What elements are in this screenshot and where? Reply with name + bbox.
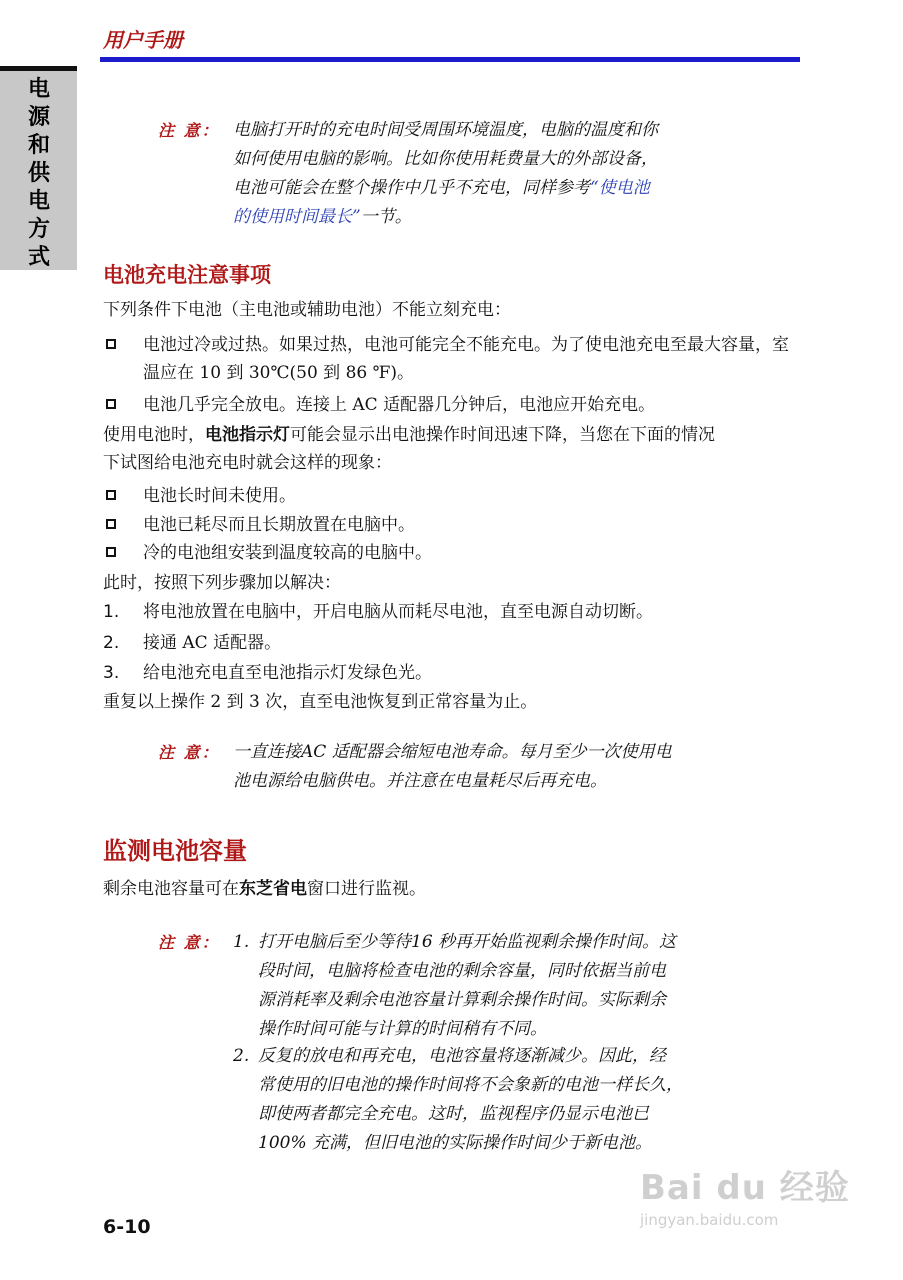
step-number: 1.	[103, 602, 120, 622]
list-item-text: 电池已耗尽而且长期放置在电脑中。	[143, 515, 415, 535]
paragraph-continued: 下试图给电池充电时就会这样的现象：	[103, 453, 392, 473]
note-line: 电池可能会在整个操作中几乎不充电，同样参考“使电池	[233, 178, 650, 198]
note-item-text: 反复的放电和再充电，电池容量将逐渐减少。因此，经 常使用的旧电池的操作时间将不会象新的电池一样长久， 即使两者都完全充电。这时，监视程序仍显示电池已 100% 充满，但旧电池的实际操作时间少于新电池。	[258, 1046, 683, 1153]
note-charging-time	[158, 116, 758, 236]
step-text: 接通 AC 适配器。	[143, 633, 282, 653]
note-line: 如何使用电脑的影响。比如你使用耗费量大的外部设备，	[233, 149, 658, 169]
page-number: 6-10	[103, 1216, 151, 1238]
note-item-number: 1.	[233, 932, 250, 952]
section-intro: 剩余电池容量可在东芝省电窗口进行监视。	[103, 879, 426, 899]
section-intro: 下列条件下电池（主电池或辅助电池）不能立刻充电：	[103, 300, 511, 320]
checkbox-bullet-icon	[106, 399, 116, 409]
term-battery-indicator: 电池指示灯	[205, 425, 290, 445]
step-text: 将电池放置在电脑中，开启电脑从而耗尽电池，直至电源自动切断。	[143, 602, 653, 622]
checkbox-bullet-icon	[106, 490, 116, 500]
term-toshiba-power-saver: 东芝省电	[239, 879, 307, 899]
note-line: 一直连接AC 适配器会缩短电池寿命。每月至少一次使用电	[233, 742, 672, 762]
note-label: 注 意：	[158, 121, 220, 140]
section-title-monitoring: 监测电池容量	[103, 837, 247, 865]
watermark-url: jingyan.baidu.com	[640, 1211, 779, 1229]
note-label: 注 意：	[158, 743, 220, 762]
checkbox-bullet-icon	[106, 547, 116, 557]
cross-reference-link[interactable]: “使电池	[590, 178, 650, 198]
paragraph: 使用电池时，电池指示灯可能会显示出电池操作时间迅速下降，当您在下面的情况	[103, 425, 715, 445]
note-line: 电脑打开时的充电时间受周围环境温度，电脑的温度和你	[233, 120, 658, 140]
note-label: 注 意：	[158, 933, 220, 952]
list-item	[103, 391, 803, 419]
note-sublist-item	[233, 928, 753, 1044]
note-line: 池电源给电脑供电。并注意在电量耗尽后再充电。	[233, 771, 607, 791]
header-title: 用户手册	[103, 28, 183, 52]
note-body	[233, 116, 733, 232]
chapter-side-tab-label: 电源和供电方式	[27, 77, 50, 270]
paragraph: 重复以上操作 2 到 3 次，直至电池恢复到正常容量为止。	[103, 692, 538, 712]
note-ac-adapter	[158, 738, 758, 798]
watermark-logo-text: Bai du 经验	[640, 1168, 850, 1208]
list-item-text: 电池几乎完全放电。连接上 AC 适配器几分钟后，电池应开始充电。	[143, 395, 656, 415]
step-number: 2.	[103, 633, 120, 653]
checkbox-bullet-icon	[106, 339, 116, 349]
section-title-charging: 电池充电注意事项	[103, 263, 271, 287]
note-line: 的使用时间最长”一节。	[233, 207, 412, 227]
list-item-text: 冷的电池组安装到温度较高的电脑中。	[143, 543, 432, 563]
step-number: 3.	[103, 663, 120, 683]
steps-intro: 此时，按照下列步骤加以解决：	[103, 573, 341, 593]
baidu-watermark	[640, 1160, 850, 1229]
note-monitoring	[158, 928, 778, 1168]
note-sublist-item	[233, 1042, 753, 1158]
cross-reference-link[interactable]: 的使用时间最长”	[233, 207, 361, 227]
checkbox-bullet-icon	[106, 519, 116, 529]
list-item	[103, 539, 803, 567]
list-item	[103, 511, 803, 539]
list-item-text: 电池过冷或过热。如果过热，电池可能完全不能充电。为了使电池充电至最大容量，室温应在 10 到 30℃(50 到 86 ℉)。	[143, 335, 789, 383]
note-body	[233, 738, 733, 796]
list-item-text: 电池长时间未使用。	[143, 486, 296, 506]
note-item-text: 打开电脑后至少等待16 秒再开始监视剩余操作时间。这 段时间，电脑将检查电池的剩余容量，同时依据当前电 源消耗率及剩余电池容量计算剩余操作时间。实际剩余 操作时间可能与计算的时间稍有不同。	[258, 932, 677, 1039]
list-item	[103, 331, 803, 387]
list-item	[103, 482, 803, 510]
note-item-number: 2.	[233, 1046, 250, 1066]
header-rule	[100, 57, 800, 62]
step-text: 给电池充电直至电池指示灯发绿色光。	[143, 663, 432, 683]
